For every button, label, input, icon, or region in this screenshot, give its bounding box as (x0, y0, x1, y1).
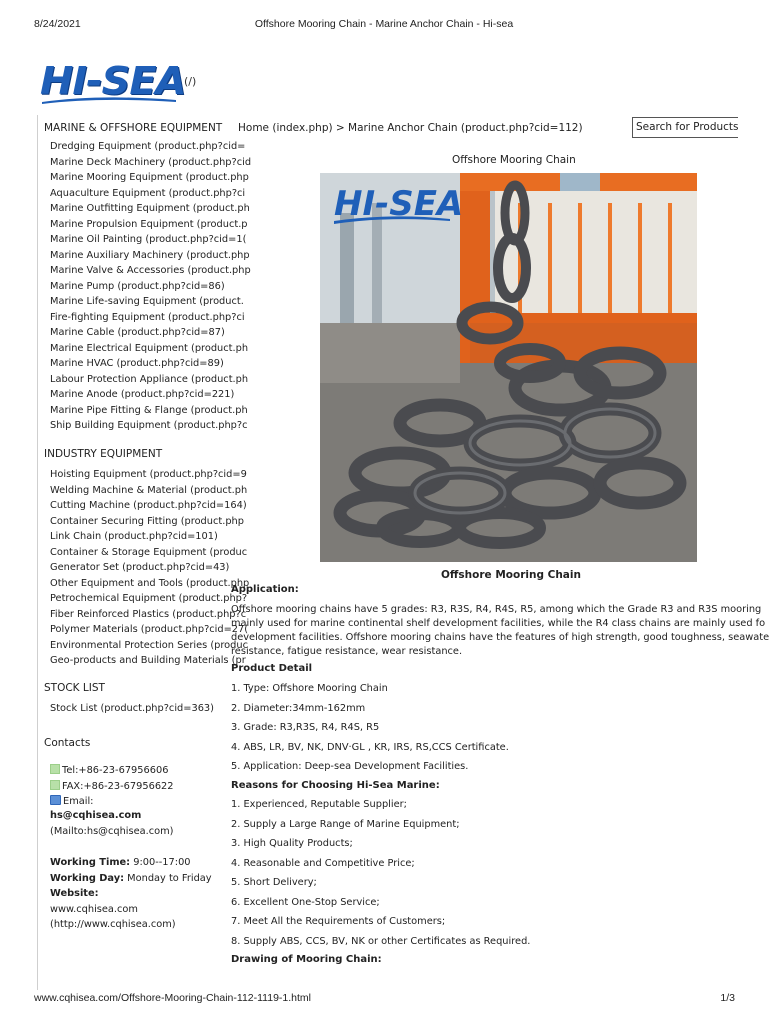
product-photo (320, 173, 697, 562)
sidebar-item[interactable]: Marine Propulsion Equipment (product.p (50, 218, 248, 230)
print-header (0, 18, 768, 32)
sidebar-heading-contacts: Contacts (44, 737, 91, 749)
sidebar-item[interactable]: Marine Outfitting Equipment (product.ph (50, 203, 250, 214)
contact-working-time: Working Time: 9:00--17:00 (50, 857, 191, 868)
phone-icon (50, 764, 60, 774)
sidebar-item[interactable]: Marine Anode (product.php?cid=221) (50, 389, 235, 400)
sidebar-item[interactable]: Marine HVAC (product.php?cid=89) (50, 358, 224, 369)
sidebar-item[interactable]: Container Securing Fitting (product.php (50, 515, 244, 527)
photo-watermark: HI-SEA (334, 184, 464, 224)
logo-text: HI-SEA (40, 59, 186, 103)
detail-item: 4. ABS, LR, BV, NK, DNV·GL , KR, IRS, RS,CCS Certificate. (231, 741, 509, 753)
contact-fax: FAX:+86-23-67956622 (50, 780, 174, 792)
print-title: Offshore Mooring Chain - Marine Anchor Chain - Hi-sea (254, 18, 514, 30)
sidebar-item[interactable]: Container & Storage Equipment (produc (50, 546, 248, 558)
print-footer (0, 992, 768, 1006)
detail-item: 3. Grade: R3,R3S, R4, R4S, R5 (231, 722, 380, 733)
sidebar-heading-industry: INDUSTRY EQUIPMENT (44, 448, 163, 460)
print-url: www.cqhisea.com/Offshore-Mooring-Chain-112-1119-1.html (34, 992, 312, 1004)
sidebar-item[interactable]: Hoisting Equipment (product.php?cid=9 (50, 469, 247, 480)
sidebar-item[interactable]: Labour Protection Appliance (product.ph (50, 373, 249, 385)
sidebar-item[interactable]: Polymer Materials (product.php?cid=27( (50, 624, 249, 635)
contact-working-day: Working Day: Monday to Friday (50, 873, 212, 884)
sidebar-item[interactable]: Dredging Equipment (product.php?cid= (50, 141, 246, 152)
detail-item: 2. Diameter:34mm-162mm (231, 702, 366, 714)
detail-item: 5. Application: Deep-sea Development Facilities. (231, 761, 469, 772)
sidebar-item[interactable]: Welding Machine & Material (product.ph (50, 484, 248, 496)
sidebar-item[interactable]: Marine Cable (product.php?cid=87) (50, 327, 225, 338)
print-date: 8/24/2021 (34, 18, 81, 30)
sidebar-item[interactable]: Geo-products and Building Materials (pr (50, 655, 246, 666)
reason-item: 5. Short Delivery; (231, 877, 317, 888)
sidebar-item[interactable]: Fire-fighting Equipment (product.php?ci (50, 311, 245, 323)
sidebar-item[interactable]: Marine Auxiliary Machinery (product.php (50, 249, 250, 261)
sidebar-heading-marine: MARINE & OFFSHORE EQUIPMENT (44, 122, 223, 134)
sidebar-item[interactable]: Aquaculture Equipment (product.php?ci (50, 187, 246, 199)
sidebar-heading-stock: STOCK LIST (44, 682, 105, 694)
application-heading: Application: (231, 584, 299, 595)
contact-tel: Tel:+86-23-67956606 (50, 764, 168, 776)
reason-item: 3. High Quality Products; (231, 838, 353, 849)
sidebar-item[interactable]: Marine Life-saving Equipment (product. (50, 296, 244, 307)
contact-website-link[interactable]: (http://www.cqhisea.com) (50, 919, 176, 930)
contact-website-label: Website: (50, 888, 99, 899)
sidebar-item-stock-list[interactable]: Stock List (product.php?cid=363) (50, 703, 214, 714)
drawing-heading: Drawing of Mooring Chain: (231, 954, 382, 965)
sidebar-item[interactable]: Marine Electrical Equipment (product.ph (50, 342, 249, 354)
search-input[interactable]: Search for Products (632, 117, 738, 138)
reasons-heading: Reasons for Choosing Hi-Sea Marine: (231, 780, 440, 791)
reason-item: 1. Experienced, Reputable Supplier; (231, 799, 407, 810)
sidebar-item[interactable]: Cutting Machine (product.php?cid=164) (50, 500, 247, 511)
sidebar-item[interactable]: Marine Valve & Accessories (product.php (50, 265, 251, 276)
sidebar-item[interactable]: Marine Pipe Fitting & Flange (product.ph (50, 404, 248, 416)
logo-home-link[interactable]: (/) (184, 75, 197, 88)
sidebar-item[interactable]: Marine Pump (product.php?cid=86) (50, 280, 225, 292)
contact-email-label: Email: (50, 795, 93, 807)
hisea-logo[interactable] (40, 59, 186, 104)
logo-swoosh-icon (40, 96, 178, 104)
mail-icon (50, 795, 61, 805)
reason-item: 8. Supply ABS, CCS, BV, NK or other Certificates as Required. (231, 935, 531, 947)
application-text: Offshore mooring chains have 5 grades: R3, R3S, R4, R4S, R5, among which the Grade R3 and R3S mooring mainly used for marine continental shelf development facilities, while the R4 class chains are mainly used fo development facilities. Offshore mooring chains have the features of high strength, good toughness, seawate resistance, fatigue resistance, wear resistance. (231, 604, 769, 657)
contact-email[interactable]: hs@cqhisea.com (50, 810, 142, 821)
sidebar-item[interactable]: Ship Building Equipment (product.php?c (50, 420, 248, 431)
contact-mailto-link[interactable]: (Mailto:hs@cqhisea.com) (50, 826, 174, 837)
print-page-number: 1/3 (720, 992, 735, 1004)
contact-website[interactable]: www.cqhisea.com (50, 904, 138, 915)
detail-item: 1. Type: Offshore Mooring Chain (231, 683, 388, 694)
sidebar-item[interactable]: Other Equipment and Tools (product.php (50, 577, 250, 589)
reason-item: 6. Excellent One-Stop Service; (231, 896, 380, 908)
photo-caption: Offshore Mooring Chain (441, 569, 581, 581)
sidebar-item[interactable]: Environmental Protection Series (produc (50, 639, 248, 651)
product-title: Offshore Mooring Chain (452, 154, 576, 166)
sidebar-item[interactable]: Link Chain (product.php?cid=101) (50, 531, 218, 542)
reason-item: 2. Supply a Large Range of Marine Equipment; (231, 818, 460, 830)
breadcrumb[interactable]: Home (index.php) > Marine Anchor Chain (product.php?cid=112) (238, 122, 583, 134)
fax-icon (50, 780, 60, 790)
sidebar-item[interactable]: Marine Oil Painting (product.php?cid=1( (50, 234, 247, 245)
product-detail-heading: Product Detail (231, 663, 313, 674)
sidebar-item[interactable]: Generator Set (product.php?cid=43) (50, 562, 230, 573)
reason-item: 4. Reasonable and Competitive Price; (231, 857, 415, 869)
sidebar-item[interactable]: Petrochemical Equipment (product.php? (50, 593, 248, 604)
reason-item: 7. Meet All the Requirements of Customers; (231, 916, 446, 927)
sidebar (37, 115, 252, 990)
sidebar-item[interactable]: Fiber Reinforced Plastics (product.php?c (50, 608, 247, 620)
sidebar-item[interactable]: Marine Mooring Equipment (product.php (50, 172, 249, 183)
sidebar-item[interactable]: Marine Deck Machinery (product.php?cid (50, 156, 252, 168)
